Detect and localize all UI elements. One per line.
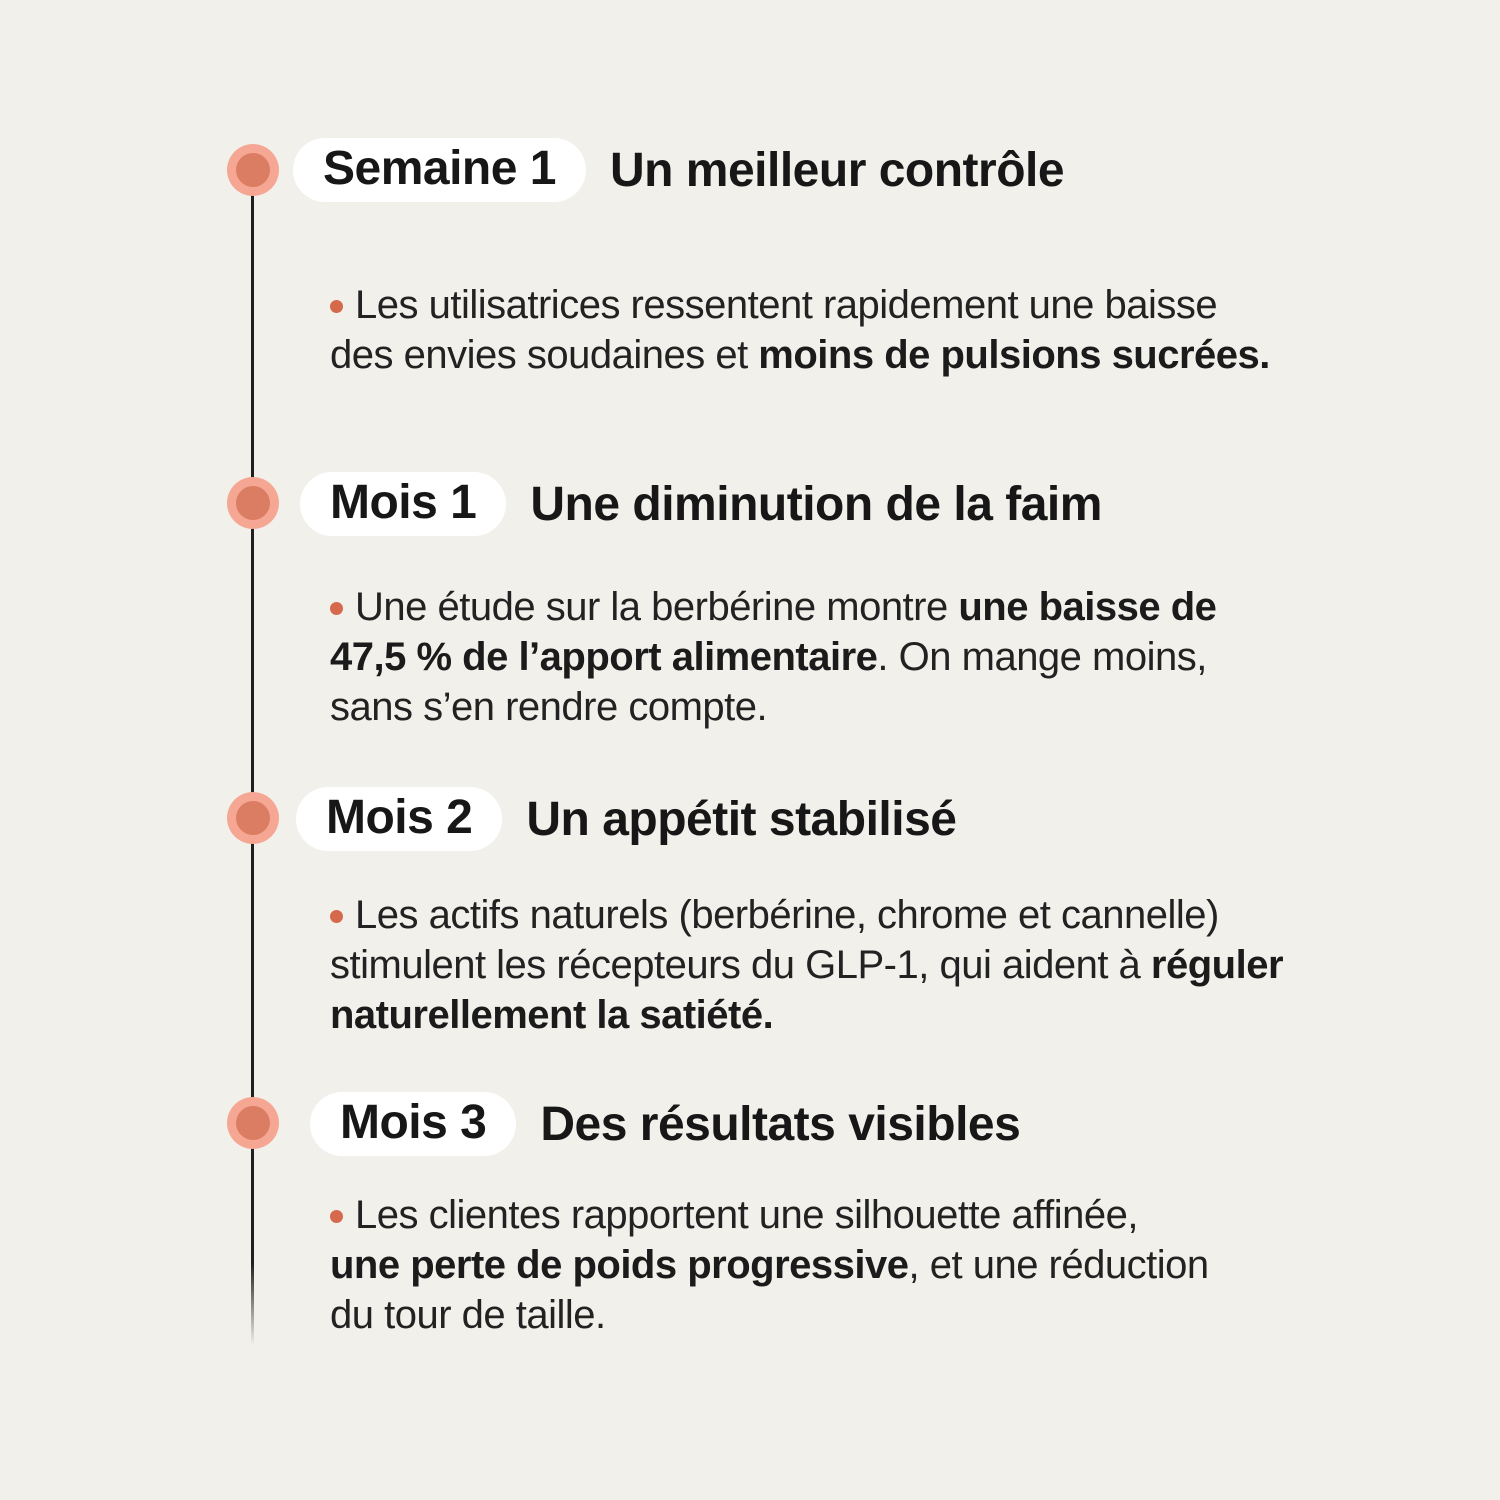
timeline-node-4-inner-circle xyxy=(236,1106,270,1140)
timeline-node-4 xyxy=(227,1097,279,1149)
section-body-text-mois-1: Une étude sur la berbérine montre une baisse de 47,5 % de l’apport alimentaire. On mange moins, sans s’en rendre compte. xyxy=(330,585,1217,729)
section-title-mois-1: Une diminution de la faim xyxy=(530,477,1102,531)
section-body-mois-2 xyxy=(330,890,1283,1040)
badge-semaine-1: Semaine 1 xyxy=(293,138,586,202)
timeline-section-mois-2 xyxy=(0,787,1283,1040)
section-header-mois-2 xyxy=(296,787,1283,851)
section-body-text-mois-3: Les clientes rapportent une silhouette affinée, une perte de poids progressive, et une réduction du tour de taille. xyxy=(330,1193,1209,1337)
section-title-mois-2: Un appétit stabilisé xyxy=(526,792,957,846)
section-body-text-semaine-1: Les utilisatrices ressentent rapidement une baisse des envies soudaines et moins de pulsions sucrées. xyxy=(330,283,1270,377)
timeline-node-3 xyxy=(227,792,279,844)
section-body-text-mois-2: Les actifs naturels (berbérine, chrome et cannelle) stimulent les récepteurs du GLP-1, qui aident à réguler naturellement la satiété. xyxy=(330,893,1284,1037)
timeline-node-1 xyxy=(227,144,279,196)
bullet-icon xyxy=(330,300,343,313)
badge-mois-2: Mois 2 xyxy=(296,787,502,851)
section-body-mois-3 xyxy=(330,1190,1209,1340)
section-header-semaine-1 xyxy=(293,138,1270,202)
timeline-node-2 xyxy=(227,477,279,529)
section-title-semaine-1: Un meilleur contrôle xyxy=(609,143,1065,197)
bullet-icon xyxy=(330,602,343,615)
section-header-mois-1 xyxy=(300,472,1216,536)
timeline-section-mois-3 xyxy=(0,1092,1209,1340)
section-header-mois-3 xyxy=(310,1092,1209,1156)
section-body-semaine-1 xyxy=(330,280,1270,380)
timeline-section-mois-1 xyxy=(0,472,1216,732)
badge-mois-1: Mois 1 xyxy=(300,472,506,536)
section-body-mois-1 xyxy=(330,582,1216,732)
timeline-node-2-inner-circle xyxy=(236,486,270,520)
timeline-section-semaine-1 xyxy=(0,138,1270,380)
bullet-icon xyxy=(330,910,343,923)
bullet-icon xyxy=(330,1210,343,1223)
section-title-mois-3: Des résultats visibles xyxy=(540,1097,1021,1151)
badge-mois-3: Mois 3 xyxy=(310,1092,516,1156)
timeline-node-1-inner-circle xyxy=(236,153,270,187)
timeline-node-3-inner-circle xyxy=(236,801,270,835)
